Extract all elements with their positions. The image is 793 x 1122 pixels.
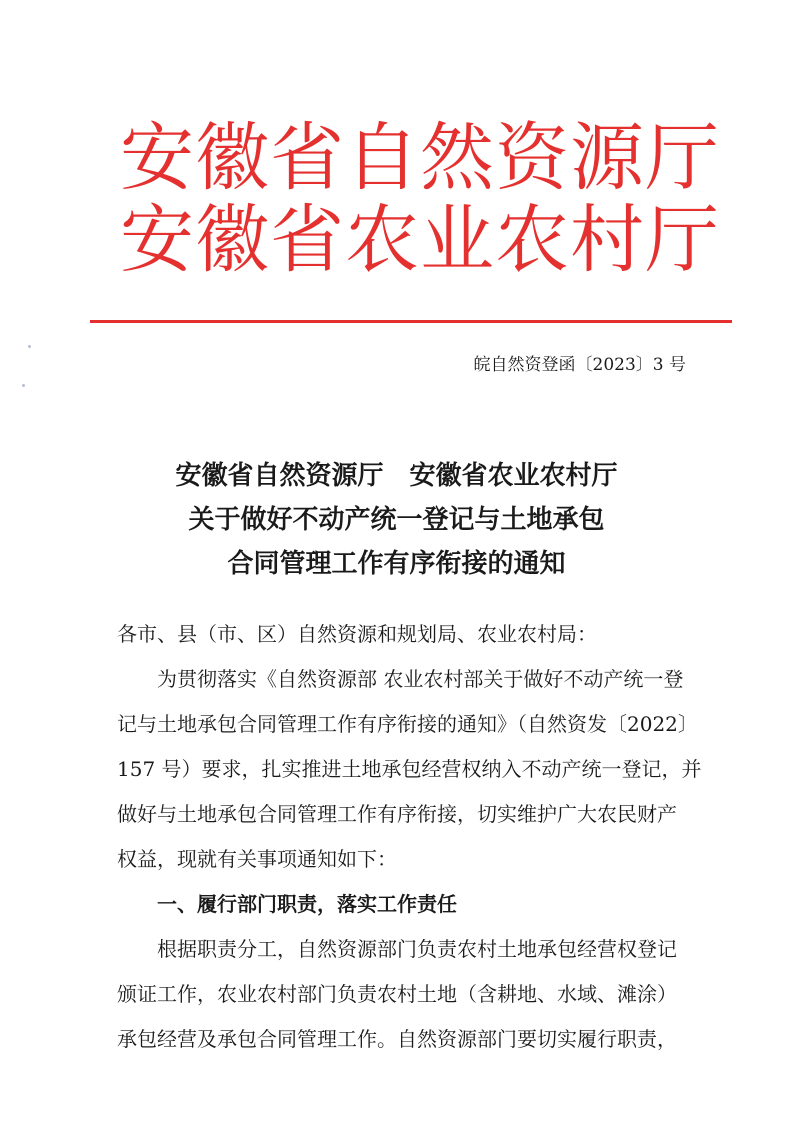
paragraph-1-line: 权益，现就有关事项通知如下：	[117, 847, 397, 871]
scan-artifact	[28, 345, 31, 348]
paragraph-1-line: 做好与土地承包合同管理工作有序衔接，切实维护广大农民财产	[117, 802, 677, 826]
issuing-agency-1: 安徽省自然资源厅	[120, 115, 720, 201]
scan-artifact	[22, 384, 25, 387]
section-1-heading: 一、履行部门职责，落实工作责任	[157, 892, 457, 916]
body-text	[117, 612, 729, 1062]
paragraph-2-line: 根据职责分工，自然资源部门负责农村土地承包经营权登记	[157, 937, 677, 961]
issuing-agency-2: 安徽省农业农村厅	[120, 197, 720, 283]
paragraph-1-line: 记与土地承包合同管理工作有序衔接的通知》（自然资发〔2022〕	[117, 712, 698, 736]
title-line-2: 关于做好不动产统一登记与土地承包	[188, 505, 605, 535]
addressee: 各市、县（市、区）自然资源和规划局、农业农村局：	[117, 622, 597, 646]
document-number: 皖自然资登函〔2023〕3 号	[473, 355, 686, 375]
paragraph-2-line: 颁证工作，农业农村部门负责农村土地（含耕地、水域、滩涂）	[117, 982, 677, 1006]
title-line-3: 合同管理工作有序衔接的通知	[227, 549, 566, 579]
paragraph-1-line: 157 号）要求，扎实推进土地承包经营权纳入不动产统一登记，并	[117, 757, 702, 781]
paragraph-1-line: 为贯彻落实《自然资源部 农业农村部关于做好不动产统一登	[157, 667, 684, 691]
red-header-rule	[90, 320, 732, 323]
paragraph-2-line: 承包经营及承包合同管理工作。自然资源部门要切实履行职责，	[117, 1027, 677, 1051]
title-line-1: 安徽省自然资源厅 安徽省农业农村厅	[175, 461, 618, 491]
